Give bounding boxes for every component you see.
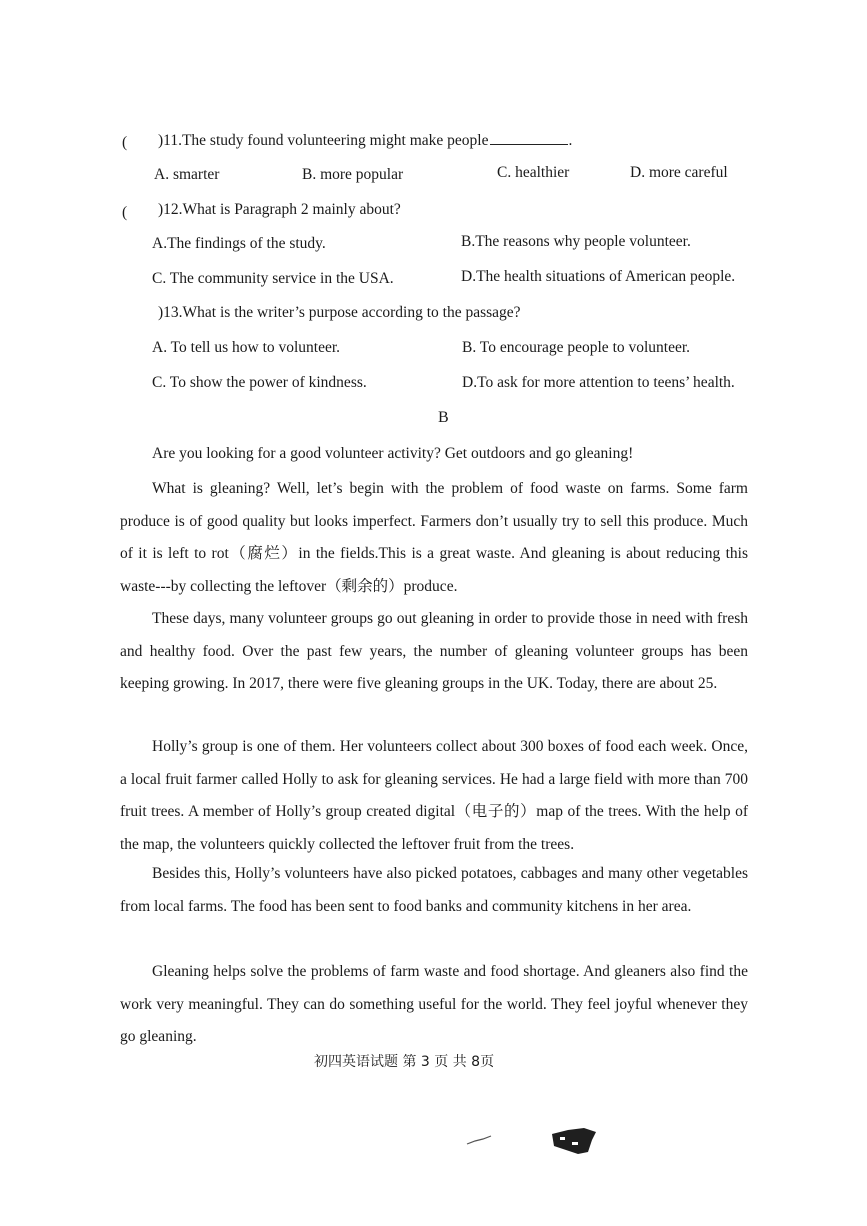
q12-option-d: D.The health situations of American people. bbox=[461, 268, 736, 285]
answer-blank bbox=[490, 130, 568, 145]
page-footer: 初四英语试题 第 3 页 共 8页 bbox=[314, 1054, 495, 1070]
q13-option-a: A. To tell us how to volunteer. bbox=[152, 339, 341, 356]
q13-option-b: B. To encourage people to volunteer. bbox=[462, 339, 691, 356]
passage-paragraph-6: Gleaning helps solve the problems of farm waste and food shortage. And gleaners also find the work very meaningful. They can do something useful for the world. They feel joyful whenever they go gleaning. bbox=[120, 963, 748, 1045]
q11-option-a: A. smarter bbox=[154, 166, 220, 183]
q11-prompt: )11.The study found volunteering might make people . bbox=[158, 132, 573, 149]
passage-paragraph-5: Besides this, Holly’s volunteers have also picked potatoes, cabbages and many other vegetables from local farms. The food has been sent to food banks and community kitchens in her area. bbox=[120, 865, 748, 915]
q11-bracket: ( bbox=[122, 134, 128, 151]
q12-bracket: ( bbox=[122, 204, 128, 221]
q11-option-b: B. more popular bbox=[302, 166, 404, 183]
q13-option-d: D.To ask for more attention to teens’ health. bbox=[462, 374, 735, 391]
q12-prompt: )12.What is Paragraph 2 mainly about? bbox=[158, 201, 401, 218]
q12-option-c: C. The community service in the USA. bbox=[152, 270, 394, 287]
passage-paragraph-1: Are you looking for a good volunteer activity? Get outdoors and go gleaning! bbox=[152, 445, 634, 462]
q13-prompt: )13.What is the writer’s purpose according to the passage? bbox=[158, 304, 521, 321]
passage-paragraph-3: These days, many volunteer groups go out gleaning in order to provide those in need with fresh and healthy food. Over the past few years, the number of gleaning volunteer groups has been keeping growing. In 2017, there were five gleaning groups in the UK. Today, there are about 25. bbox=[120, 610, 748, 692]
passage-paragraph-2: What is gleaning? Well, let’s begin with the problem of food waste on farms. Some farm produce is of good quality but looks imperfect. Farmers don’t usually try to sell this produce. Much of it is left to rot（腐烂）in the fields.This is a great waste. And gleaning is about reducing this waste---by collecting the leftover（剩余的）produce. bbox=[120, 480, 748, 595]
passage-paragraph-4: Holly’s group is one of them. Her volunteers collect about 300 boxes of food each week. Once, a local fruit farmer called Holly to ask for gleaning services. He had a large field with more than 700 fruit trees. A member of Holly’s group created digital（电子的）map of the trees. With the help of the map, the volunteers quickly collected the leftover fruit from the trees. bbox=[120, 738, 748, 853]
section-label: B bbox=[438, 409, 449, 426]
q11-option-d: D. more careful bbox=[630, 164, 728, 181]
q11-option-c: C. healthier bbox=[497, 164, 570, 181]
q13-option-c: C. To show the power of kindness. bbox=[152, 374, 367, 391]
q12-option-a: A.The findings of the study. bbox=[152, 235, 326, 252]
scan-smudge-large bbox=[548, 1124, 600, 1158]
scan-smudge-small bbox=[465, 1132, 495, 1148]
q12-option-b: B.The reasons why people volunteer. bbox=[461, 233, 691, 250]
